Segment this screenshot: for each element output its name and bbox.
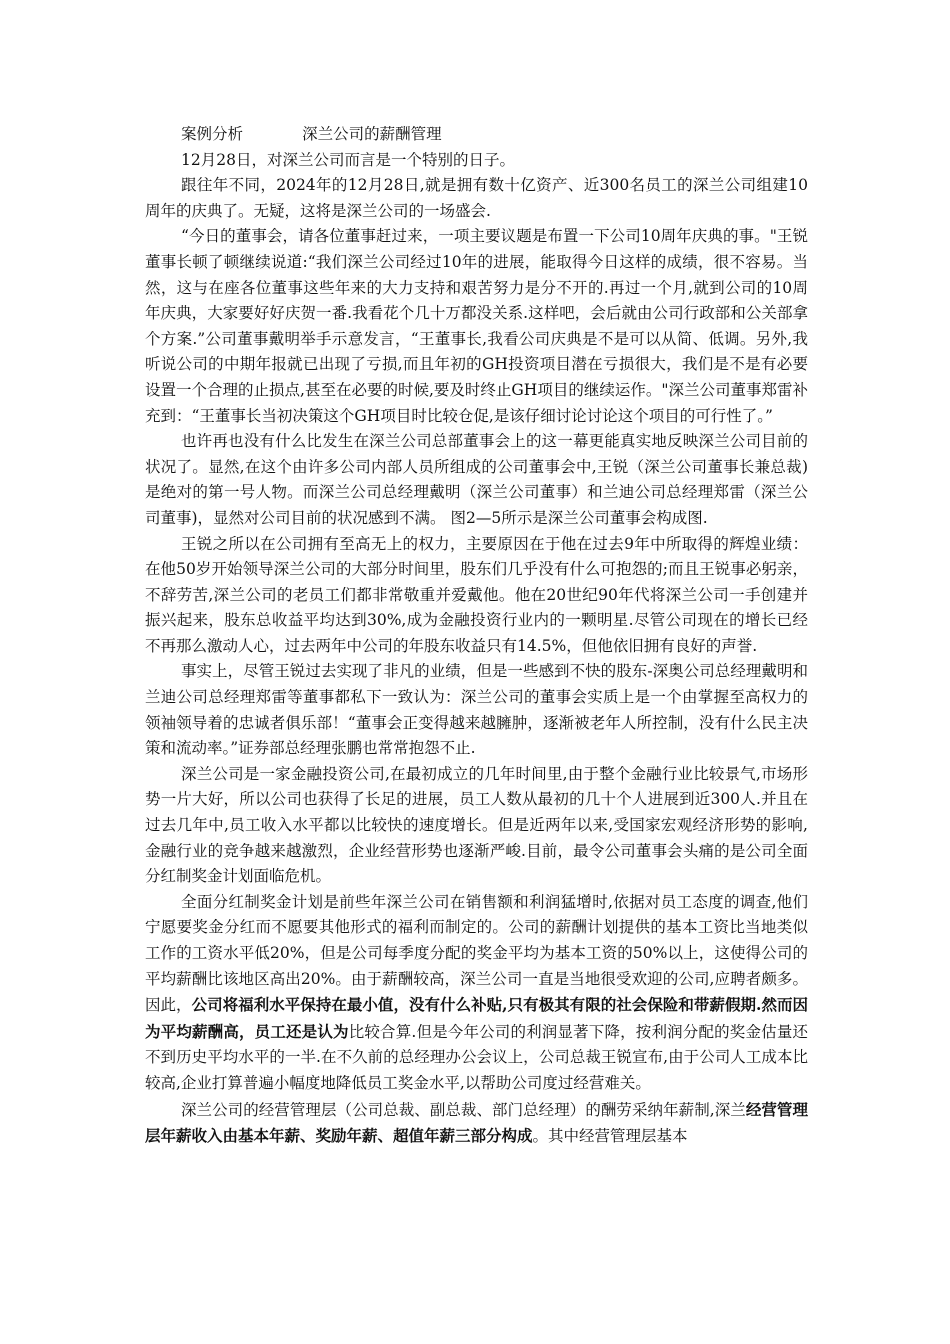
paragraph-5: 王锐之所以在公司拥有至高无上的权力，主要原因在于他在过去9年中所取得的辉煌业绩：在他50岁开始领导深兰公司的大部分时间里，股东们几乎没有什么可抱怨的;而且王锐事必躬亲，不辞劳苦,深兰公司的老员工们都非常敬重并爱戴他。他在20世纪90年代将深兰公司一手创建并振兴起来，股东总收益平均达到30%,成为金融投资行业内的一颗明星.尽管公司现在的增长已经不再那么激动人心，过去两年中公司的年股东收益只有14.5%，但他依旧拥有良好的声誉.: [145, 534, 808, 655]
paragraph-1: 12月28日，对深兰公司而言是一个特别的日子。: [181, 150, 515, 169]
paragraph-8-pre: 全面分红制奖金计划是前些年深兰公司在销售额和利润猛增时,依据对员工态度的调查,他们宁愿要奖金分红而不愿要其他形式的福利而制定的。公司的薪酬计划提供的基本工资比当地类似工作的工资水平低20%，但是公司每季度分配的奖金平均为基本工资的50%以上，这使得公司的平均薪酬比该地区高出20%。由于薪酬较高，深兰公司一直是当地很受欢迎的公司,应聘者颇多。因此，: [145, 892, 808, 1015]
paragraph-8: [145, 890, 808, 1097]
title-gap: [243, 125, 302, 143]
paragraph-9: [145, 1097, 808, 1150]
paragraph-8-post: 比较合算.但是今年公司的利润显著下降，按利润分配的奖金估量还不到历史平均水平的一半.在不久前的总经理办公会议上，公司总裁王锐宣布,由于公司人工成本比较高,企业打算普遍小幅度地降低员工奖金水平,以帮助公司度过经营难关。: [145, 1022, 808, 1092]
paragraph-2: 跟往年不同，2024年的12月28日,就是拥有数十亿资产、近300名员工的深兰公司组建10周年的庆典了。无疑，这将是深兰公司的一场盛会.: [145, 176, 808, 220]
paragraph-9-bold: 经营管理层年薪收入由基本年薪、奖励年薪、超值年薪三部分构成: [145, 1099, 808, 1146]
paragraph-3: “今日的董事会，请各位董事赶过来，一项主要议题是布置一下公司10周年庆典的事。"王锐董事长顿了顿继续说道:“我们深兰公司经过10年的进展，能取得今日这样的成绩，很不容易。当然，这与在座各位董事这些年来的大力支持和艰苦努力是分不开的.再过一个月,就到公司的10周年庆典，大家要好好庆贺一番.我看花个几十万都没关系.这样吧，会后就由公司行政部和公关部拿个方案.”公司董事戴明举手示意发言，“王董事长,我看公司庆典是不是可以从简、低调。另外,我听说公司的中期年报就已出现了亏损,而且年初的GH投资项目潜在亏损很大，我们是不是有必要设置一个合理的止损点,甚至在必要的时候,要及时终止GH项目的继续运作。"深兰公司董事郑雷补充到：“王董事长当初决策这个GH项目时比较仓促,是该仔细讨论讨论这个项目的可行性了。”: [145, 227, 808, 425]
paragraph-9-post: 。其中经营管理层基本: [532, 1127, 688, 1146]
case-title: [145, 122, 808, 148]
paragraph-6: 事实上，尽管王锐过去实现了非凡的业绩，但是一些感到不快的股东-深奥公司总经理戴明和兰迪公司总经理郑雷等董事都私下一致认为：深兰公司的董事会实质上是一个由掌握至高权力的领袖领导着的忠诚者俱乐部！“董事会正变得越来越臃肿，逐渐被老年人所控制，没有什么民主决策和流动率。”证券部总经理张鹏也常常抱怨不止.: [145, 662, 808, 758]
case-label: 案例分析: [181, 125, 244, 143]
document-body: [145, 122, 808, 1150]
paragraph-9-pre: 深兰公司的经营管理层（公司总裁、副总裁、部门总经理）的酬劳采纳年薪制,深兰: [181, 1100, 746, 1119]
paragraph-7: 深兰公司是一家金融投资公司,在最初成立的几年时间里,由于整个金融行业比较景气,市场形势一片大好，所以公司也获得了长足的进展，员工人数从最初的几十个人进展到近300人.并且在过去几年中,员工收入水平都以比较快的速度增长。但是近两年以来,受国家宏观经济形势的影响,金融行业的竞争越来越激烈，企业经营形势也逐渐严峻.目前，最令公司董事会头痛的是公司全面分红制奖金计划面临危机。: [145, 764, 808, 886]
case-title-text: 深兰公司的薪酬管理: [302, 125, 442, 143]
paragraph-8-bold: 公司将福利水平保持在最小值，没有什么补贴,只有极其有限的社会保险和带薪假期.然而因为平均薪酬高，员工还是认为: [145, 995, 808, 1041]
paragraph-4: 也许再也没有什么比发生在深兰公司总部董事会上的这一幕更能真实地反映深兰公司目前的状况了。显然,在这个由许多公司内部人员所组成的公司董事会中,王锐（深兰公司董事长兼总裁)是绝对的第一号人物。而深兰公司总经理戴明（深兰公司董事）和兰迪公司总经理郑雷（深兰公司董事)，显然对公司目前的状况感到不满。 图2—5所示是深兰公司董事会构成图.: [145, 432, 808, 527]
